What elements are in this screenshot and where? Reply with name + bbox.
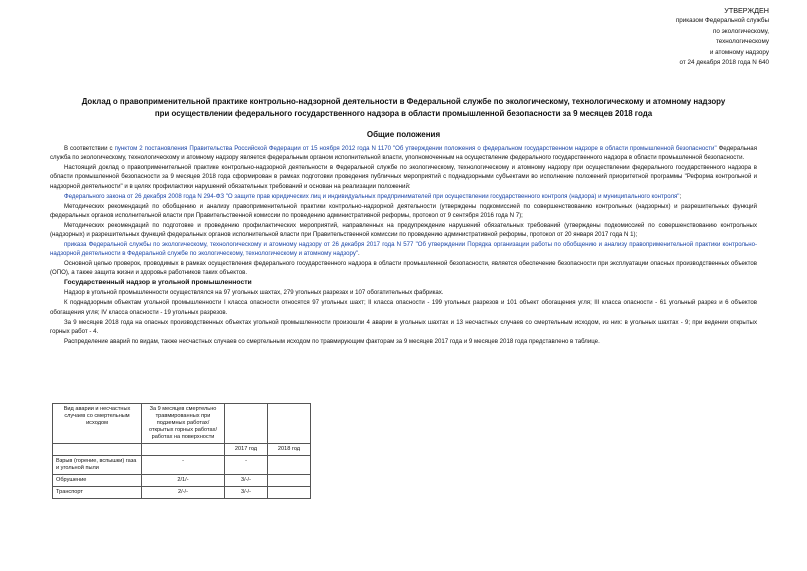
paragraph-text: В соответствии с: [64, 145, 115, 152]
paragraph: Основной целью проверок, проводимых в рамках осуществления федерального государственного надзора в области промышленной безопасности, является обеспечение безопасности при эксплуатации опасных производственных объектов (ОПО), а также защита жизни и здоровья работников таких объектов.: [50, 260, 757, 277]
paragraph: Надзор в угольной промышленности осуществлялся на 97 угольных шахтах, 279 угольных разрезах и 107 обогатительных фабриках.: [64, 289, 444, 297]
table-row: [53, 475, 311, 487]
paragraph: Настоящий доклад о правоприменительной практике контрольно-надзорной деятельности в Федеральной службе по экологическому, технологическому и атомному надзору при осуществлении федерального государственного надзора в области промышленной безопасности за 9 месяцев 2018 года сформирован в рамках подготовки проведения публичных мероприятий с поднадзорными субъектами во исполнение положений приоритетной программы "Реформа контрольной и надзорной деятельности" и в целях профилактики нарушений обязательных требований и основан на реализации положений:: [50, 164, 757, 190]
year-cell-2018: 2018 год: [268, 444, 311, 456]
section-title: Общие положения: [366, 130, 441, 139]
title-line-2: при осуществлении федерального государственного надзора в области промышленной безопасности за 9 месяцев 2018 года: [154, 108, 653, 118]
subsection-heading: Государственный надзор в угольной промышленности: [64, 279, 252, 287]
approval-heading: УТВЕРЖДЕН: [724, 6, 769, 15]
approval-line: и атомному надзору: [709, 48, 769, 56]
paragraph-text: Федеральная служба по экологическому, технологическому и атомному надзору является федеральным органом исполнительной власти, уполномоченным на осуществление федерального государственного надзора в области промышленной безопасности.: [50, 145, 757, 162]
row-value-2017: 2/-/-: [142, 487, 225, 499]
row-value-2017: 2/1/-: [142, 475, 225, 487]
title-line-1: Доклад о правоприменительной практике контрольно-надзорной деятельности в Федеральной службе по экологическому, технологическому и атомному надзору: [81, 97, 726, 106]
document-body: [50, 144, 757, 347]
approval-line: технологическому: [715, 38, 769, 46]
paragraph: Распределение аварий по видам, также несчастных случаев со смертельным исходом по травмирующим факторам за 9 месяцев 2017 года и 9 месяцев 2018 года представлено в таблице.: [64, 337, 600, 345]
paragraph: К поднадзорным объектам угольной промышленности I класса опасности относятся 97 угольных шахт; II класса опасности - 199 угольных разрезов и 101 объект обогащения угля; III класса опасности - 61 угольный разрез и 6 объектов обогащения угля; IV класса опасности - 19 угольных разрезов.: [50, 299, 757, 316]
header-cell-type: Вид аварии и несчастных случаев со смертельным исходом: [53, 404, 142, 444]
row-value-2017: -: [142, 456, 225, 475]
accidents-table: [52, 403, 311, 499]
table-row: [53, 456, 311, 475]
row-value-2018: 3/-/-: [225, 475, 268, 487]
paragraph: Методических рекомендаций по обобщению и анализу правоприменительной практики контрольно-надзорной деятельности (утверждены подкомиссией по совершенствованию контрольных (надзорных) и разрешительных функций федеральных органов исполнительной власти при Правительственной комиссии по проведению административной реформы, протокол от 9 сентября 2016 года N 7);: [50, 202, 757, 219]
approval-block: [599, 6, 769, 68]
paragraph-text: ;: [679, 192, 682, 200]
paragraph: Методических рекомендаций по подготовке и проведению профилактических мероприятий, направленных на предупреждение нарушений обязательных требований (утверждены подкомиссией по совершенствованию контрольных (надзорных) и разрешительных функций федеральных органов исполнительной власти при Правительственной комиссии по проведению административной реформы, протокол от 20 января 2017 года N 1);: [50, 221, 757, 239]
header-cell-empty: [225, 404, 268, 444]
order-link[interactable]: приказа Федеральной службы по экологическому, технологическому и атомному надзору от 26 декабря 2017 года N 577 "Об утверждении Порядка организации работы по обобщению и анализу правоприменительной практики контрольно-надзорной деятельности в Федеральной службе по экологическому, технологическому и атомному надзору": [50, 241, 757, 258]
law-link[interactable]: пунктом 2 постановления Правительства Российской Федерации от 15 ноября 2012 года N 1170 "Об утверждении положения о федеральном государственном надзоре в области промышленной безопасности": [114, 145, 717, 152]
row-cell-empty: [268, 475, 311, 487]
paragraph: За 9 месяцев 2018 года на опасных производственных объектах угольной промышленности произошли 4 аварии в угольных шахтах и 13 несчастных случаев со смертельным исходом, из них: в угольных шахтах - 9; при ведении открытых горных работ - 4.: [50, 318, 757, 335]
paragraph: [50, 240, 757, 258]
paragraph: [50, 192, 757, 201]
document-title: [30, 96, 777, 119]
row-value-2018: 3/-/-: [225, 487, 268, 499]
table-year-row: [53, 444, 311, 456]
approval-line: по экологическому,: [712, 27, 769, 35]
year-cell-empty: [142, 444, 225, 456]
row-cell-empty: [268, 456, 311, 475]
federal-law-link[interactable]: Федерального закона от 26 декабря 2008 года N 294-ФЗ "О защите прав юридических лиц и индивидуальных предпринимателей при осуществлении государственного контроля (надзора) и муниципального контроля": [64, 192, 680, 200]
approval-line: приказом Федеральной службы: [675, 17, 769, 25]
paragraph: [50, 144, 757, 162]
row-cell-empty: [268, 487, 311, 499]
row-label: Обрушение: [53, 475, 142, 487]
row-label: Транспорт: [53, 487, 142, 499]
year-cell-empty: [53, 444, 142, 456]
row-label: Взрыв (горение, вспышки) газа и угольной пыли: [53, 456, 142, 475]
table-row: [53, 487, 311, 499]
header-cell-period: За 9 месяцев смертельно травмированных при подземных работах/открытых горных работах/ работах на поверхности: [142, 404, 225, 444]
header-cell-empty: [268, 404, 311, 444]
table-header-row: [53, 404, 311, 444]
approval-date: от 24 декабря 2018 года N 640: [679, 59, 769, 67]
row-value-2018: -: [225, 456, 268, 475]
paragraph-text: .: [358, 250, 360, 258]
year-cell-2017: 2017 год: [225, 444, 268, 456]
